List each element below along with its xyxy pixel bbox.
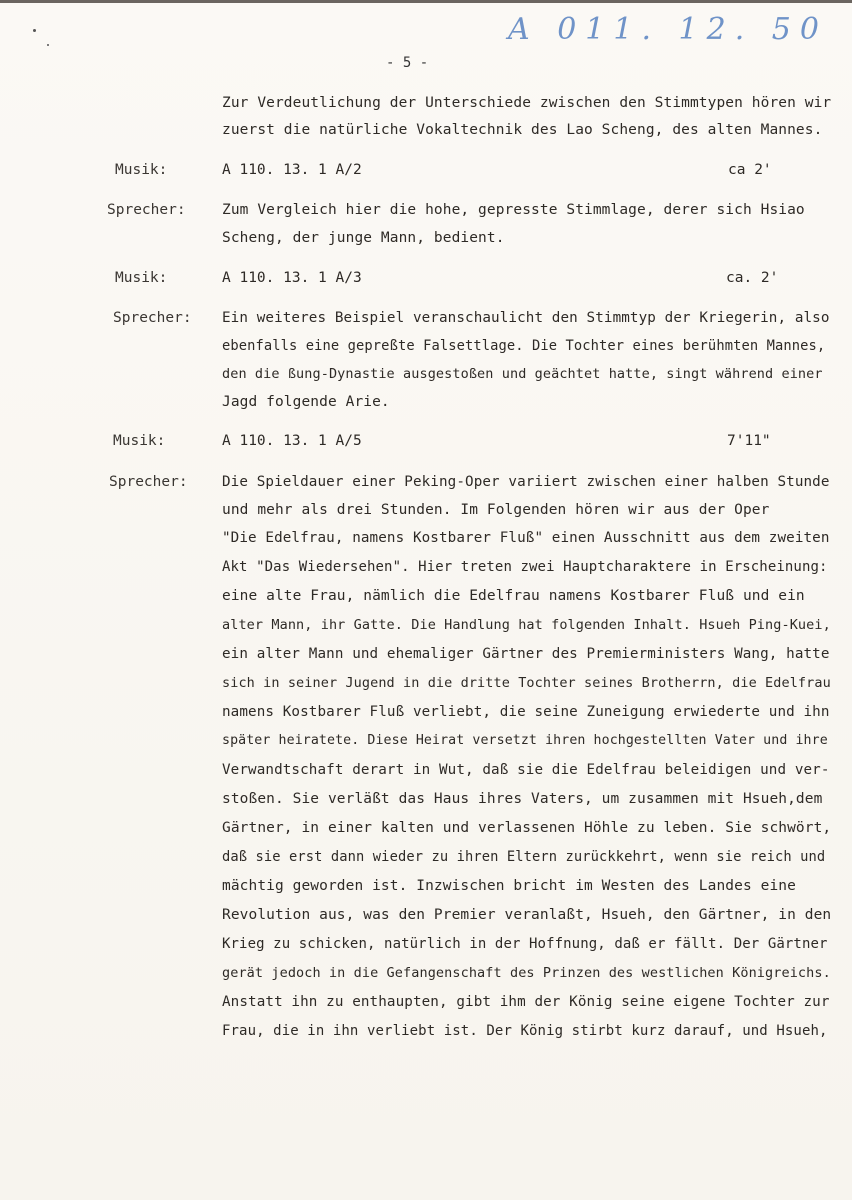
music-label: Musik: <box>115 270 168 286</box>
speaker-line: alter Mann, ihr Gatte. Die Handlung hat folgenden Inhalt. Hsueh Ping-Kuei, <box>222 617 831 633</box>
speaker-line: ebenfalls eine gepreßte Falsettlage. Die Tochter eines berühmten Mannes, <box>222 338 826 354</box>
speaker-line: Krieg zu schicken, natürlich in der Hoffnung, daß er fällt. Der Gärtner <box>222 936 828 952</box>
music-duration: 7'11" <box>727 433 771 449</box>
speaker-line: später heiratete. Diese Heirat versetzt ihren hochgestellten Vater und ihre <box>222 733 828 748</box>
music-reference: A 110. 13. 1 A/2 <box>222 162 362 178</box>
speaker-line: daß sie erst dann wieder zu ihren Eltern zurückkehrt, wenn sie reich und <box>222 849 826 865</box>
speaker-line: ein alter Mann und ehemaliger Gärtner des Premierministers Wang, hatte <box>222 646 830 662</box>
speaker-label: Sprecher: <box>107 202 186 218</box>
speaker-line: Scheng, der junge Mann, bedient. <box>222 230 505 246</box>
music-label: Musik: <box>113 433 166 449</box>
intro-line: Zur Verdeutlichung der Unterschiede zwischen den Stimmtypen hören wir <box>222 95 832 111</box>
speaker-line: sich in seiner Jugend in die dritte Tochter seines Brotherrn, die Edelfrau <box>222 675 831 691</box>
speaker-line: Revolution aus, was den Premier veranlaßt, Hsueh, den Gärtner, in den <box>222 907 832 923</box>
speaker-line: Zum Vergleich hier die hohe, gepresste Stimmlage, derer sich Hsiao <box>222 202 805 218</box>
speaker-line: Verwandtschaft derart in Wut, daß sie die Edelfrau beleidigen und ver- <box>222 762 830 778</box>
speaker-label: Sprecher: <box>113 310 192 326</box>
music-duration: ca 2' <box>728 162 772 178</box>
music-reference: A 110. 13. 1 A/5 <box>222 433 362 449</box>
speaker-line: Jagd folgende Arie. <box>222 394 390 410</box>
speaker-line: Ein weiteres Beispiel veranschaulicht den Stimmtyp der Kriegerin, also <box>222 310 830 326</box>
music-duration: ca. 2' <box>726 270 779 286</box>
music-reference: A 110. 13. 1 A/3 <box>222 270 362 286</box>
speaker-line: eine alte Frau, nämlich die Edelfrau namens Kostbarer Fluß und ein <box>222 588 805 604</box>
speaker-line: den die ßung-Dynastie ausgestoßen und geächtet hatte, singt während einer <box>222 366 823 382</box>
speaker-line: Gärtner, in einer kalten und verlassenen Höhle zu leben. Sie schwört, <box>222 820 832 836</box>
speaker-line: Akt "Das Wiedersehen". Hier treten zwei Hauptcharaktere in Erscheinung: <box>222 559 828 575</box>
speaker-line: gerät jedoch in die Gefangenschaft des Prinzen des westlichen Königreichs. <box>222 965 831 981</box>
page-number: - 5 - <box>386 55 429 71</box>
speaker-line: Die Spieldauer einer Peking-Oper variiert zwischen einer halben Stunde <box>222 474 830 490</box>
speaker-line: namens Kostbarer Fluß verliebt, die seine Zuneigung erwiederte und ihn <box>222 704 830 720</box>
dust-speck <box>47 44 49 46</box>
dust-speck <box>33 29 36 32</box>
handwritten-archive-reference: A 011. 12. 50 <box>508 12 828 47</box>
speaker-label: Sprecher: <box>109 474 188 490</box>
speaker-line: mächtig geworden ist. Inzwischen bricht im Westen des Landes eine <box>222 878 796 894</box>
speaker-line: Anstatt ihn zu enthaupten, gibt ihm der König seine eigene Tochter zur <box>222 994 830 1010</box>
page-top-edge <box>0 0 852 3</box>
speaker-line: "Die Edelfrau, namens Kostbarer Fluß" einen Ausschnitt aus dem zweiten <box>222 530 830 546</box>
speaker-line: Frau, die in ihn verliebt ist. Der König stirbt kurz darauf, und Hsueh, <box>222 1023 828 1039</box>
speaker-line: stoßen. Sie verläßt das Haus ihres Vaters, um zusammen mit Hsueh,dem <box>222 791 823 807</box>
speaker-line: und mehr als drei Stunden. Im Folgenden hören wir aus der Oper <box>222 502 770 518</box>
music-label: Musik: <box>115 162 168 178</box>
intro-line: zuerst die natürliche Vokaltechnik des Lao Scheng, des alten Mannes. <box>222 122 823 138</box>
